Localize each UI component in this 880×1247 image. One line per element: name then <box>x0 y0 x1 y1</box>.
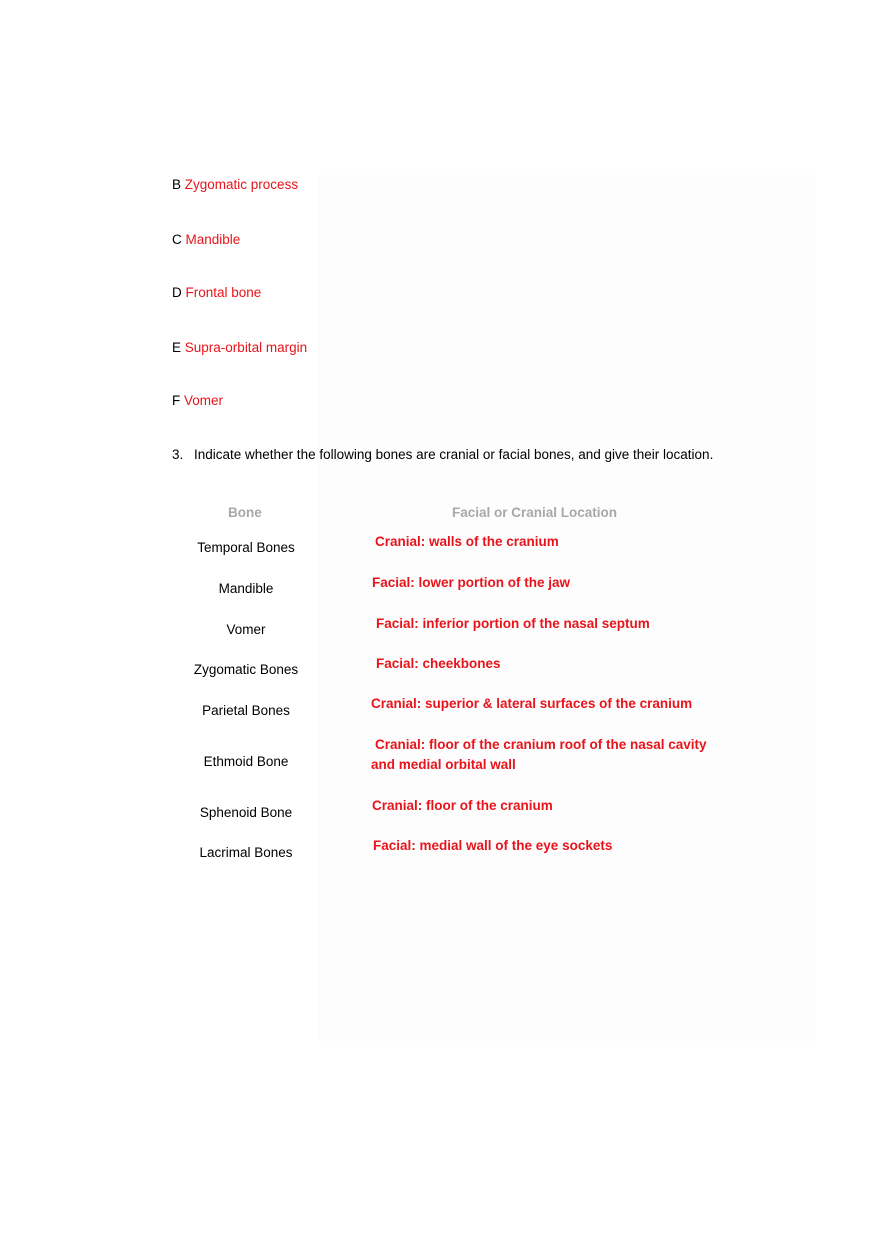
bone-location: Cranial: superior & lateral surfaces of the cranium <box>371 696 693 711</box>
bone-name: Temporal Bones <box>197 540 295 555</box>
bone-name: Mandible <box>218 581 274 596</box>
label-letter: F <box>172 393 181 408</box>
bone-location: Facial: cheekbones <box>376 656 501 671</box>
bone-location: Facial: medial wall of the eye sockets <box>373 838 613 853</box>
label-letter: E <box>172 340 182 355</box>
label-d <box>172 285 261 301</box>
label-f <box>172 393 223 409</box>
bone-location: Cranial: walls of the cranium <box>375 534 559 549</box>
question-number: 3. <box>172 447 184 462</box>
bone-name: Sphenoid Bone <box>199 805 293 820</box>
bone-location: Cranial: floor of the cranium <box>372 798 553 813</box>
header-bone: Bone <box>228 505 262 520</box>
label-answer: Frontal bone <box>185 285 262 300</box>
bone-name: Zygomatic Bones <box>193 662 299 677</box>
bone-location-line2: and medial orbital wall <box>371 757 516 772</box>
question-3 <box>172 447 713 463</box>
label-letter: C <box>172 232 182 247</box>
label-e <box>172 340 307 356</box>
label-answer: Vomer <box>184 393 224 408</box>
label-letter: D <box>172 285 182 300</box>
bone-location-line1: Cranial: floor of the cranium roof of the nasal cavity <box>375 737 707 752</box>
question-text: Indicate whether the following bones are cranial or facial bones, and give their location. <box>194 447 714 462</box>
bone-name: Parietal Bones <box>202 703 290 718</box>
label-answer: Mandible <box>185 232 241 247</box>
label-answer: Zygomatic process <box>184 177 299 192</box>
bone-location: Facial: inferior portion of the nasal septum <box>376 616 650 631</box>
label-b <box>172 177 298 193</box>
header-location: Facial or Cranial Location <box>452 505 618 520</box>
label-letter: B <box>172 177 182 192</box>
label-answer: Supra-orbital margin <box>184 340 308 355</box>
bone-location: Facial: lower portion of the jaw <box>372 575 571 590</box>
background-panel <box>318 175 816 1041</box>
bone-name: Lacrimal Bones <box>199 845 293 860</box>
bone-name: Ethmoid Bone <box>203 754 289 769</box>
label-c <box>172 232 240 248</box>
bone-name: Vomer <box>226 622 266 637</box>
